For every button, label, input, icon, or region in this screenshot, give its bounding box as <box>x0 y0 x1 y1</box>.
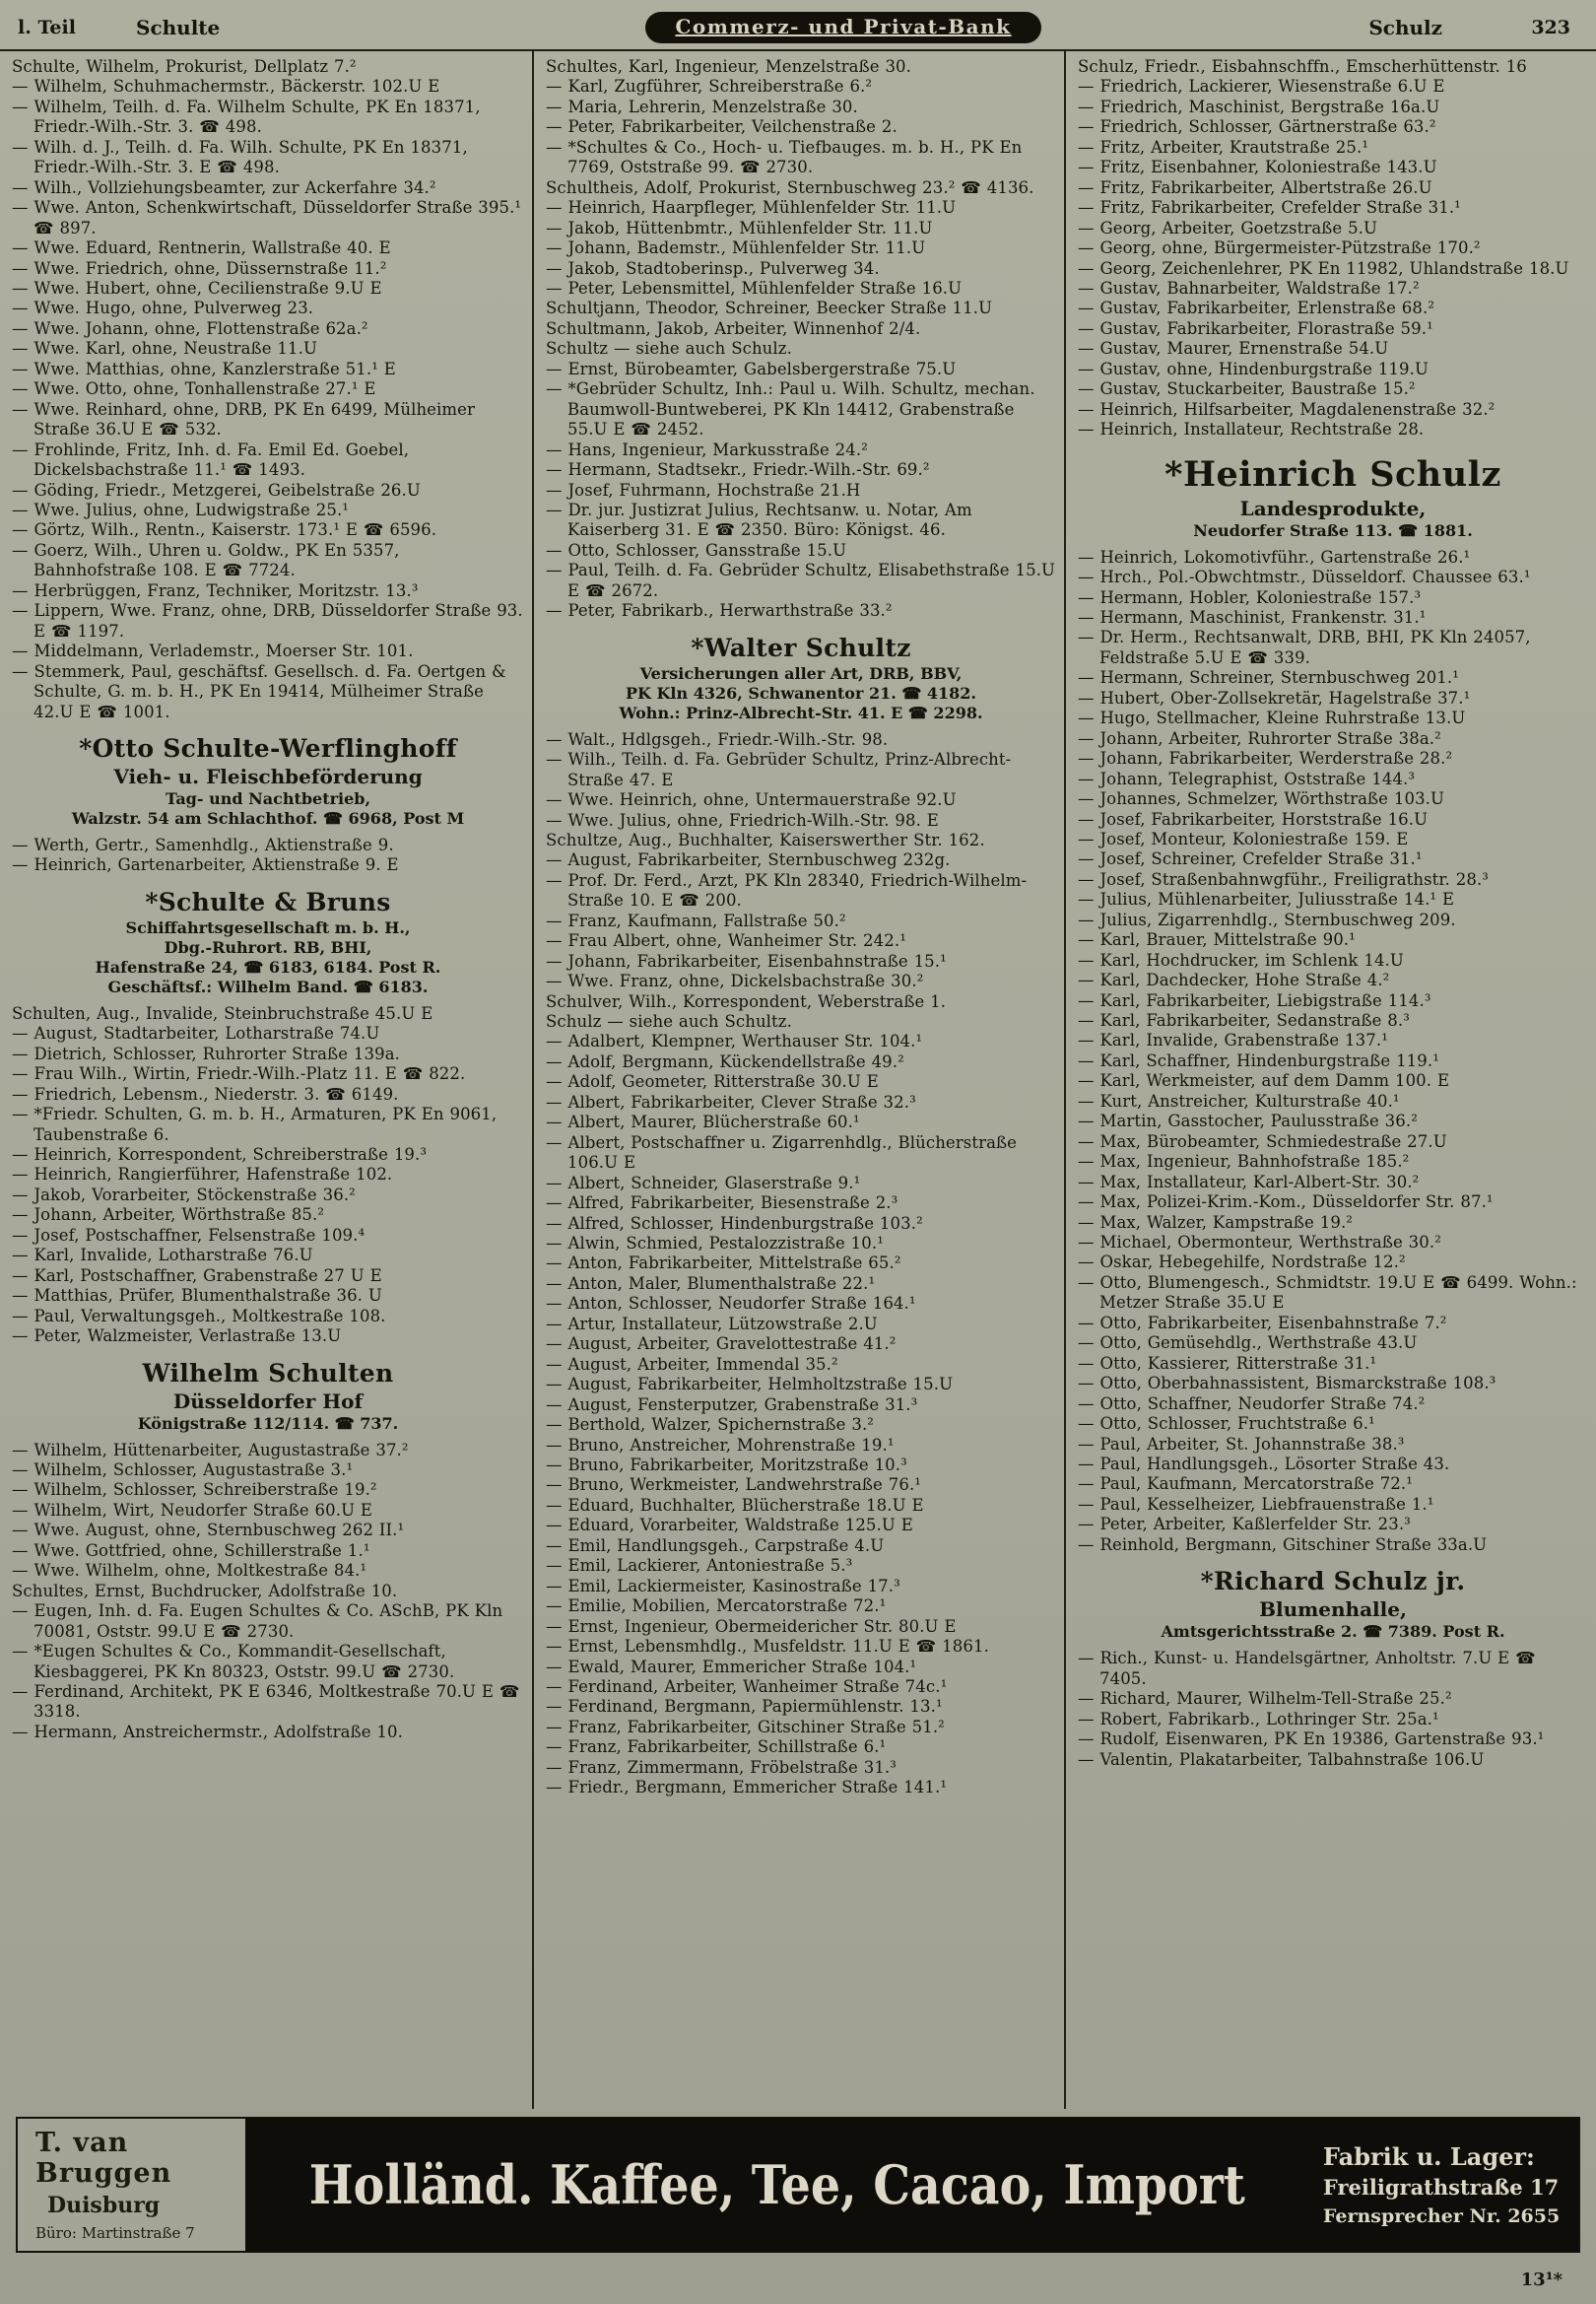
directory-entry: — Middelmann, Verlademstr., Moerser Str. 101. <box>12 642 414 661</box>
bank-ad-banner: Commerz- und Privat-Bank <box>645 12 1040 43</box>
directory-entry: — Heinrich, Installateur, Rechtstraße 28. <box>1078 420 1425 440</box>
directory-entry: — Richard, Maurer, Wilhelm-Tell-Straße 25.² <box>1078 1689 1452 1709</box>
directory-entry: — Franz, Zimmermann, Fröbelstraße 31.³ <box>546 1757 898 1777</box>
directory-entry: — Franz, Kaufmann, Fallstraße 50.² <box>546 911 846 930</box>
directory-entry: — Ferdinand, Bergmann, Papiermühlenstr. 13.¹ <box>546 1697 943 1717</box>
left-running-head: Schulte <box>136 16 221 39</box>
directory-entry: Schulten, Aug., Invalide, Steinbruchstraße 45.U E <box>12 1003 433 1023</box>
directory-entry: — August, Arbeiter, Immendal 35.² <box>546 1354 838 1374</box>
directory-entry: — Albert, Schneider, Glaserstraße 9.¹ <box>546 1173 861 1192</box>
directory-entry: — Ernst, Bürobeamter, Gabelsbergerstraße 75.U <box>546 359 957 378</box>
directory-entry: Schulz — siehe auch Schultz. <box>546 1012 792 1032</box>
directory-heading: Walzstr. 54 am Schlachthof. ☎ 6968, Post M <box>71 808 465 828</box>
directory-entry: — Otto, Kassierer, Ritterstraße 31.¹ <box>1078 1353 1377 1373</box>
directory-entry: — Wwe. Johann, ohne, Flottenstraße 62a.² <box>12 318 368 338</box>
directory-entry: — Georg, Zeichenlehrer, PK En 11982, Uhlandstraße 18.U <box>1078 258 1569 278</box>
directory-entry: — Bruno, Fabrikarbeiter, Moritzstraße 10.³ <box>546 1456 907 1474</box>
directory-entry: — Wwe. August, ohne, Sternbuschweg 262 II.¹ <box>12 1521 405 1540</box>
directory-entry: — Hubert, Ober-Zollsekretär, Hagelstraße 37.¹ <box>1078 688 1471 708</box>
directory-entry: — Wilhelm, Schuhmachermstr., Bäckerstr. 102.U E <box>12 77 440 97</box>
directory-entry: Schulte, Wilhelm, Prokurist, Dellplatz 7.² <box>12 57 357 76</box>
directory-entry: — Heinrich, Korrespondent, Schreiberstraße 19.³ <box>12 1145 428 1165</box>
directory-entry: — Friedrich, Maschinist, Bergstraße 16a.U <box>1078 97 1440 116</box>
directory-entry: — Gustav, Maurer, Ernenstraße 54.U <box>1078 339 1389 359</box>
directory-entry: Schultz — siehe auch Schulz. <box>546 339 792 359</box>
right-running-head: Schulz <box>1368 16 1442 39</box>
column-left <box>0 51 532 2109</box>
directory-entry: — Peter, Fabrikarbeiter, Veilchenstraße 2. <box>546 117 898 137</box>
directory-entry: — Ferdinand, Arbeiter, Wanheimer Straße 74c.¹ <box>546 1676 948 1696</box>
directory-entry: — Otto, Schaffner, Neudorfer Straße 74.² <box>1078 1393 1426 1413</box>
directory-entry: — Josef, Straßenbahnwgführ., Freiligrathstr. 28.³ <box>1078 869 1490 889</box>
directory-entry: — Franz, Fabrikarbeiter, Schillstraße 6.¹ <box>546 1737 887 1757</box>
directory-entry: — Josef, Fabrikarbeiter, Horststraße 16.U <box>1078 809 1429 829</box>
directory-heading: Geschäftsf.: Wilhelm Band. ☎ 6183. <box>107 977 429 996</box>
directory-entry: — Johannes, Schmelzer, Wörthstraße 103.U <box>1078 789 1445 809</box>
directory-entry: — Georg, ohne, Bürgermeister-Pützstraße 170.² <box>1078 238 1481 258</box>
directory-entry: — Wwe. Hugo, ohne, Pulverweg 23. <box>12 299 314 318</box>
directory-entry: — Rudolf, Eisenwaren, PK En 19386, Gartenstraße 93.¹ <box>1078 1729 1545 1749</box>
directory-entry: — Maria, Lehrerin, Menzelstraße 30. <box>546 97 858 116</box>
directory-entry: — Josef, Schreiner, Crefelder Straße 31.¹ <box>1078 849 1423 869</box>
directory-entry: — Paul, Kaufmann, Mercatorstraße 72.¹ <box>1078 1474 1413 1494</box>
directory-entry: — Anton, Fabrikarbeiter, Mittelstraße 65.² <box>546 1254 901 1273</box>
directory-entry: — Karl, Brauer, Mittelstraße 90.¹ <box>1078 930 1356 950</box>
directory-entry: — Jakob, Vorarbeiter, Stöckenstraße 36.² <box>12 1185 356 1204</box>
directory-entry: — Wwe. Friedrich, ohne, Düssernstraße 11.² <box>12 258 387 278</box>
directory-entry: — Wwe. Hubert, ohne, Cecilienstraße 9.U E <box>12 278 382 298</box>
directory-entry: Schultze, Aug., Buchhalter, Kaiserswerther Str. 162. <box>546 830 985 849</box>
directory-entry: — Peter, Lebensmittel, Mühlenfelder Straße 16.U <box>546 278 963 298</box>
directory-entry: — Paul, Kesselheizer, Liebfrauenstraße 1.¹ <box>1078 1494 1434 1514</box>
directory-entry: — Dietrich, Schlosser, Ruhrorter Straße 139a. <box>12 1044 400 1063</box>
directory-heading: *Schulte & Bruns <box>145 887 391 916</box>
directory-entry: — Reinhold, Bergmann, Gitschiner Straße 33a.U <box>1078 1534 1488 1554</box>
directory-entry: — Josef, Postschaffner, Felsenstraße 109.⁴ <box>12 1225 366 1245</box>
directory-entry: — Wwe. Julius, ohne, Ludwigstraße 25.¹ <box>12 500 350 519</box>
directory-entry: — Wilhelm, Wirt, Neudorfer Straße 60.U E <box>12 1500 373 1520</box>
directory-heading: Wilhelm Schulten <box>142 1358 394 1388</box>
directory-entry: — Paul, Handlungsgeh., Lösorter Straße 43. <box>1078 1455 1450 1473</box>
directory-entry: — Friedrich, Lebensm., Niederstr. 3. ☎ 6149. <box>12 1084 399 1104</box>
directory-entry: — Karl, Postschaffner, Grabenstraße 27 U E <box>12 1265 382 1285</box>
directory-entry: — Paul, Teilh. d. Fa. Gebrüder Schultz, Elisabethstraße 15.U E ☎ 2672. <box>546 561 1056 600</box>
directory-entry: — Herbrüggen, Franz, Techniker, Moritzstr. 13.³ <box>12 580 419 600</box>
printer-signature-mark: 13¹* <box>1520 2270 1563 2290</box>
directory-entry: — Hermann, Stadtsekr., Friedr.-Wilh.-Str. 69.² <box>546 460 930 480</box>
directory-entry: — Ferdinand, Architekt, PK E 6346, Moltkestraße 70.U E ☎ 3318. <box>12 1682 520 1722</box>
directory-heading: Neudorfer Straße 113. ☎ 1881. <box>1193 520 1473 540</box>
directory-entry: — Wilh., Vollziehungsbeamter, zur Ackerfahre 34.² <box>12 177 436 197</box>
directory-entry: — Matthias, Prüfer, Blumenthalstraße 36. U <box>12 1286 382 1306</box>
directory-entry: — Wwe. Franz, ohne, Dickelsbachstraße 30.² <box>546 972 924 991</box>
directory-entry: — Karl, Hochdrucker, im Schlenk 14.U <box>1078 950 1404 970</box>
directory-entry: — Jakob, Hüttenbmtr., Mühlenfelder Str. 11.U <box>546 218 933 237</box>
directory-entry: — Gustav, Fabrikarbeiter, Erlenstraße 68.² <box>1078 299 1435 318</box>
directory-heading: Wohn.: Prinz-Albrecht-Str. 41. E ☎ 2298. <box>619 703 983 722</box>
directory-entry: — Ewald, Maurer, Emmericher Straße 104.¹ <box>546 1657 917 1676</box>
directory-entry: — Wwe. Julius, ohne, Friedrich-Wilh.-Str. 98. E <box>546 810 939 830</box>
directory-entry: — Dr. jur. Justizrat Julius, Rechtsanw. u. Notar, Am Kaiserberg 31. E ☎ 2350. Büro: Königst. 46. <box>546 500 972 540</box>
directory-heading: Versicherungen aller Art, DRB, BBV, <box>639 663 963 683</box>
directory-entry: — Adolf, Geometer, Ritterstraße 30.U E <box>546 1072 879 1092</box>
directory-entry: — Eduard, Vorarbeiter, Waldstraße 125.U E <box>546 1516 913 1535</box>
directory-entry: Schultheis, Adolf, Prokurist, Sternbuschweg 23.² ☎ 4136. <box>546 177 1034 197</box>
directory-entry: Schulz, Friedr., Eisbahnschffn., Emscherhüttenstr. 16 <box>1078 57 1527 76</box>
directory-entry: — Wilhelm, Schlosser, Augustastraße 3.¹ <box>12 1460 354 1480</box>
ad-factory-label: Fabrik u. Lager: <box>1322 2142 1535 2171</box>
directory-entry: — *Friedr. Schulten, G. m. b. H., Armaturen, PK En 9061, Taubenstraße 6. <box>12 1105 498 1144</box>
directory-entry: — Paul, Arbeiter, St. Johannstraße 38.³ <box>1078 1434 1405 1454</box>
directory-entry: — Fritz, Eisenbahner, Koloniestraße 143.U <box>1078 158 1437 177</box>
directory-entry: — Stemmerk, Paul, geschäftsf. Gesellsch. d. Fa. Oertgen & Schulte, G. m. b. H., PK En 19414, Mülheimer Straße 42.U E ☎ 1001. <box>12 661 506 721</box>
directory-entry: — Wwe. Wilhelm, ohne, Moltkestraße 84.¹ <box>12 1561 367 1581</box>
directory-entry: — Julius, Mühlenarbeiter, Juliusstraße 14.¹ E <box>1078 890 1455 910</box>
directory-entry: — Ernst, Lebensmhdlg., Musfeldstr. 11.U E ☎ 1861. <box>546 1637 989 1657</box>
directory-entry: — Lippern, Wwe. Franz, ohne, DRB, Düsseldorfer Straße 93. E ☎ 1197. <box>12 601 523 641</box>
directory-entry: Schulver, Wilh., Korrespondent, Weberstraße 1. <box>546 991 947 1011</box>
directory-entry: — Peter, Walzmeister, Verlastraße 13.U <box>12 1326 342 1346</box>
page-number: 323 <box>1531 17 1570 38</box>
directory-entry: — Friedr., Bergmann, Emmericher Straße 141.¹ <box>546 1778 948 1797</box>
directory-entry: — August, Fensterputzer, Grabenstraße 31.³ <box>546 1394 918 1414</box>
directory-entry: — Wilhelm, Schlosser, Schreiberstraße 19.² <box>12 1480 377 1500</box>
directory-entry: — Johann, Telegraphist, Oststraße 144.³ <box>1078 769 1416 788</box>
directory-entry: — Fritz, Fabrikarbeiter, Albertstraße 26.U <box>1078 177 1432 197</box>
directory-entry: — Gustav, Bahnarbeiter, Waldstraße 17.² <box>1078 278 1420 298</box>
directory-entry: — Eugen, Inh. d. Fa. Eugen Schultes & Co. ASchB, PK Kln 70081, Oststr. 99.U E ☎ 2730. <box>12 1601 503 1641</box>
directory-heading: *Heinrich Schulz <box>1164 453 1501 495</box>
directory-entry: — Rich., Kunst- u. Handelsgärtner, Anholtstr. 7.U E ☎ 7405. <box>1078 1649 1536 1688</box>
directory-entry: — Heinrich, Rangierführer, Hafenstraße 102. <box>12 1165 393 1185</box>
ad-factory-address: Freiligrathstraße 17 <box>1322 2175 1560 2200</box>
directory-entry: — Max, Installateur, Karl-Albert-Str. 30.² <box>1078 1172 1420 1191</box>
directory-entry: — Anton, Schlosser, Neudorfer Straße 164.¹ <box>546 1294 916 1314</box>
directory-entry: — August, Fabrikarbeiter, Helmholtzstraße 15.U <box>546 1375 954 1394</box>
directory-entry: — Hermann, Maschinist, Frankenstr. 31.¹ <box>1078 607 1427 627</box>
directory-entry: — Karl, Invalide, Grabenstraße 137.¹ <box>1078 1031 1388 1050</box>
directory-entry: — Otto, Schlosser, Fruchtstraße 6.¹ <box>1078 1414 1375 1434</box>
directory-entry: — Hans, Ingenieur, Markusstraße 24.² <box>546 440 868 459</box>
directory-entry: Schultjann, Theodor, Schreiner, Beecker Straße 11.U <box>546 299 993 318</box>
directory-entry: — Johann, Arbeiter, Ruhrorter Straße 38a.² <box>1078 728 1441 748</box>
page-header <box>0 0 1596 51</box>
directory-entry: — Adalbert, Klempner, Werthauser Str. 104.¹ <box>546 1032 923 1051</box>
directory-entry: — Berthold, Walzer, Spichernstraße 3.² <box>546 1415 875 1435</box>
directory-heading: Düsseldorfer Hof <box>172 1389 364 1413</box>
directory-entry: — Kurt, Anstreicher, Kulturstraße 40.¹ <box>1078 1091 1400 1111</box>
directory-entry: — Hugo, Stellmacher, Kleine Ruhrstraße 13.U <box>1078 709 1466 728</box>
directory-entry: — Eduard, Buchhalter, Blücherstraße 18.U E <box>546 1495 924 1515</box>
banner-wrap <box>382 12 1304 43</box>
directory-entry: — Albert, Maurer, Blücherstraße 60.¹ <box>546 1113 860 1132</box>
directory-heading: Blumenhalle, <box>1259 1597 1407 1622</box>
directory-entry: — Karl, Fabrikarbeiter, Liebigstraße 114.³ <box>1078 990 1431 1010</box>
directory-entry: — Karl, Invalide, Lotharstraße 76.U <box>12 1246 313 1265</box>
directory-entry: — Wwe. Eduard, Rentnerin, Wallstraße 40. E <box>12 238 391 258</box>
directory-entry: — Albert, Postschaffner u. Zigarrenhdlg., Blücherstraße 106.U E <box>546 1132 1017 1173</box>
directory-entry: — Max, Bürobeamter, Schmiedestraße 27.U <box>1078 1131 1447 1151</box>
directory-entry: — Michael, Obermonteur, Werthstraße 30.² <box>1078 1233 1441 1253</box>
directory-entry: — Max, Polizei-Krim.-Kom., Düsseldorfer Str. 87.¹ <box>1078 1192 1494 1212</box>
directory-entry: — Wwe. Anton, Schenkwirtschaft, Düsseldorfer Straße 395.¹ ☎ 897. <box>12 198 522 237</box>
directory-entry: — Josef, Monteur, Koloniestraße 159. E <box>1078 829 1409 848</box>
directory-entry: — Johann, Arbeiter, Wörthstraße 85.² <box>12 1205 325 1225</box>
directory-heading: Vieh- u. Fleischbeförderung <box>113 764 423 788</box>
directory-entry: — Walt., Hdlgsgeh., Friedr.-Wilh.-Str. 98. <box>546 729 889 749</box>
directory-entry: — Werth, Gertr., Samenhdlg., Aktienstraße 9. <box>12 835 394 854</box>
directory-entry: — Julius, Zigarrenhdlg., Sternbuschweg 209. <box>1078 910 1456 929</box>
directory-entry: — Alfred, Schlosser, Hindenburgstraße 103.² <box>546 1213 923 1233</box>
directory-entry: — August, Arbeiter, Gravelottestraße 41.² <box>546 1334 897 1354</box>
directory-entry: — Wilhelm, Teilh. d. Fa. Wilhelm Schulte, PK En 18371, Friedr.-Wilh.-Str. 3. ☎ 498. <box>12 97 481 137</box>
directory-heading: *Otto Schulte-Werflinghoff <box>79 733 457 763</box>
directory-heading: *Walter Schultz <box>691 633 911 662</box>
directory-entry: — Alwin, Schmied, Pestalozzistraße 10.¹ <box>546 1234 884 1254</box>
directory-entry: — Albert, Fabrikarbeiter, Clever Straße 32.³ <box>546 1092 916 1112</box>
directory-entry: — Robert, Fabrikarb., Lothringer Str. 25a.¹ <box>1078 1709 1439 1728</box>
column-right <box>1064 51 1596 2109</box>
directory-entry: — Otto, Oberbahnassistent, Bismarckstraße 108.³ <box>1078 1374 1496 1393</box>
directory-heading: Schiffahrtsgesellschaft m. b. H., <box>125 917 411 937</box>
directory-heading: Königstraße 112/114. ☎ 737. <box>137 1413 399 1433</box>
directory-entry: — Heinrich, Gartenarbeiter, Aktienstraße 9. E <box>12 855 399 875</box>
directory-entry: — Fritz, Arbeiter, Krautstraße 25.¹ <box>1078 137 1369 157</box>
directory-entry: — Peter, Arbeiter, Kaßlerfelder Str. 23.³ <box>1078 1515 1411 1534</box>
directory-entry: — Frau Wilh., Wirtin, Friedr.-Wilh.-Platz 11. E ☎ 822. <box>12 1064 466 1084</box>
directory-entry: — Wwe. Gottfried, ohne, Schillerstraße 1.¹ <box>12 1540 370 1560</box>
directory-entry: — Johann, Fabrikarbeiter, Eisenbahnstraße 15.¹ <box>546 951 947 971</box>
directory-entry: — Bruno, Anstreicher, Mohrenstraße 19.¹ <box>546 1435 895 1455</box>
directory-entry: — Emil, Lackierer, Antoniestraße 5.³ <box>546 1556 853 1576</box>
directory-entry: — Emil, Handlungsgeh., Carpstraße 4.U <box>546 1535 885 1555</box>
directory-entry: — August, Fabrikarbeiter, Sternbuschweg 232g. <box>546 850 951 870</box>
ad-company-name: T. van Bruggen <box>35 2128 172 2189</box>
column-area <box>0 51 1596 2109</box>
directory-heading: Landesprodukte, <box>1239 496 1427 520</box>
directory-entry: — Karl, Werkmeister, auf dem Damm 100. E <box>1078 1071 1450 1091</box>
directory-entry: — Hermann, Hobler, Koloniestraße 157.³ <box>1078 587 1422 607</box>
directory-entry: — Wwe. Heinrich, ohne, Untermauerstraße 92.U <box>546 790 957 810</box>
directory-heading: *Richard Schulz jr. <box>1200 1567 1466 1596</box>
directory-entry: — Emilie, Mobilien, Mercatorstraße 72.¹ <box>546 1596 887 1616</box>
directory-entry: — Wwe. Karl, ohne, Neustraße 11.U <box>12 339 317 359</box>
directory-entry: — Wwe. Matthias, ohne, Kanzlerstraße 51.¹ E <box>12 359 396 378</box>
directory-heading: Amtsgerichtsstraße 2. ☎ 7389. Post R. <box>1161 1622 1505 1642</box>
directory-entry: — Heinrich, Haarpfleger, Mühlenfelder Str. 11.U <box>546 198 957 218</box>
directory-entry: — Peter, Fabrikarb., Herwarthstraße 33.² <box>546 601 893 621</box>
directory-entry: — *Gebrüder Schultz, Inh.: Paul u. Wilh. Schultz, mechan. Baumwoll-Buntweberei, PK Kln 14412, Grabenstraße 55.U E ☎ 2452. <box>546 379 1035 440</box>
directory-entry: — Max, Ingenieur, Bahnhofstraße 185.² <box>1078 1152 1410 1172</box>
directory-entry: — Paul, Verwaltungsgeh., Moltkestraße 108. <box>12 1306 386 1325</box>
directory-entry: — Johann, Bademstr., Mühlenfelder Str. 11.U <box>546 238 926 258</box>
directory-entry: — Karl, Dachdecker, Hohe Straße 4.² <box>1078 971 1390 990</box>
ad-phone: Fernsprecher Nr. 2655 <box>1322 2205 1561 2227</box>
directory-entry: — Görtz, Wilh., Rentn., Kaiserstr. 173.¹ E ☎ 6596. <box>12 520 437 540</box>
directory-entry: — Heinrich, Lokomotivführ., Gartenstraße 26.¹ <box>1078 547 1471 567</box>
directory-entry: — Karl, Schaffner, Hindenburgstraße 119.¹ <box>1078 1050 1439 1070</box>
part-label: l. Teil <box>18 17 76 38</box>
ad-company-city: Duisburg <box>47 2193 161 2218</box>
directory-heading: Hafenstraße 24, ☎ 6183, 6184. Post R. <box>95 957 441 977</box>
directory-entry: — Alfred, Fabrikarbeiter, Biesenstraße 2.³ <box>546 1193 898 1213</box>
directory-entry: — Franz, Fabrikarbeiter, Gitschiner Straße 51.² <box>546 1717 945 1736</box>
directory-entry: — Wwe. Reinhard, ohne, DRB, PK En 6499, Mülheimer Straße 36.U E ☎ 532. <box>12 399 476 440</box>
directory-entry: — Bruno, Werkmeister, Landwehrstraße 76.¹ <box>546 1475 922 1495</box>
ad-contact-block <box>1309 2119 1578 2251</box>
directory-entry: — Valentin, Plakatarbeiter, Talbahnstraße 106.U <box>1078 1749 1485 1769</box>
directory-entry: — Dr. Herm., Rechtsanwalt, DRB, BHI, PK Kln 24057, Feldstraße 5.U E ☎ 339. <box>1078 628 1531 667</box>
directory-entry: — Hrch., Pol.-Obwchtmstr., Düsseldorf. Chaussee 63.¹ <box>1078 568 1531 587</box>
directory-entry: Schultes, Karl, Ingenieur, Menzelstraße 30. <box>546 57 911 76</box>
directory-entry: — Wilh. d. J., Teilh. d. Fa. Wilh. Schulte, PK En 18371, Friedr.-Wilh.-Str. 3. E ☎ 498. <box>12 137 468 177</box>
directory-entry: — Friedrich, Lackierer, Wiesenstraße 6.U E <box>1078 77 1445 97</box>
directory-entry: — Wwe. Otto, ohne, Tonhallenstraße 27.¹ E <box>12 379 376 399</box>
directory-entry: — Gustav, ohne, Hindenburgstraße 119.U <box>1078 359 1429 378</box>
directory-entry: — Oskar, Hebegehilfe, Nordstraße 12.² <box>1078 1253 1406 1272</box>
directory-entry: — Artur, Installateur, Lützowstraße 2.U <box>546 1314 878 1333</box>
directory-entry: — Fritz, Fabrikarbeiter, Crefelder Straße 31.¹ <box>1078 198 1461 218</box>
directory-entry: — Georg, Arbeiter, Goetzstraße 5.U <box>1078 218 1378 237</box>
directory-entry: — Emil, Lackiermeister, Kasinostraße 17.³ <box>546 1576 900 1595</box>
directory-entry: — *Schultes & Co., Hoch- u. Tiefbauges. m. b. H., PK En 7769, Oststraße 99. ☎ 2730. <box>546 137 1023 177</box>
directory-entry: — Martin, Gasstocher, Paulusstraße 36.² <box>1078 1112 1418 1131</box>
directory-entry: — Frohlinde, Fritz, Inh. d. Fa. Emil Ed. Goebel, Dickelsbachstraße 11.¹ ☎ 1493. <box>12 440 410 480</box>
directory-entry: — Otto, Blumengesch., Schmidtstr. 19.U E ☎ 6499. Wohn.: Metzer Straße 35.U E <box>1078 1272 1577 1313</box>
directory-entry: — *Eugen Schultes & Co., Kommandit-Gesellschaft, Kiesbaggerei, PK Kn 80323, Oststr. 99.U ☎ 2730. <box>12 1642 455 1681</box>
directory-entry: Schultmann, Jakob, Arbeiter, Winnenhof 2/4. <box>546 318 921 338</box>
directory-entry: — Hermann, Schreiner, Sternbuschweg 201.¹ <box>1078 668 1459 688</box>
directory-entry: — Gustav, Fabrikarbeiter, Florastraße 59.¹ <box>1078 318 1433 338</box>
directory-entry: — Johann, Fabrikarbeiter, Werderstraße 28.² <box>1078 749 1453 769</box>
directory-entry: — Heinrich, Hilfsarbeiter, Magdalenenstraße 32.² <box>1078 399 1496 419</box>
directory-entry: — Josef, Fuhrmann, Hochstraße 21.H <box>546 480 861 500</box>
directory-heading: PK Kln 4326, Schwanentor 21. ☎ 4182. <box>626 683 976 703</box>
directory-entry: — Gustav, Stuckarbeiter, Baustraße 15.² <box>1078 379 1416 399</box>
directory-entry: — Wilh., Teilh. d. Fa. Gebrüder Schultz, Prinz-Albrecht-Straße 47. E <box>546 750 1012 789</box>
directory-entry: — Göding, Friedr., Metzgerei, Geibelstraße 26.U <box>12 480 421 500</box>
directory-entry: — Friedrich, Schlosser, Gärtnerstraße 63.² <box>1078 117 1436 137</box>
directory-entry: — Hermann, Anstreichermstr., Adolfstraße 10. <box>12 1722 403 1741</box>
directory-entry: — August, Stadtarbeiter, Lotharstraße 74.U <box>12 1024 380 1044</box>
directory-entry: — Karl, Fabrikarbeiter, Sedanstraße 8.³ <box>1078 1011 1410 1031</box>
bottom-advertisement <box>16 2117 1580 2253</box>
ad-main-text: Holländ. Kaffee, Tee, Cacao, Import <box>245 2119 1309 2251</box>
directory-entry: — Adolf, Bergmann, Kückendellstraße 49.² <box>546 1051 904 1071</box>
directory-entry: — Anton, Maler, Blumenthalstraße 22.¹ <box>546 1273 876 1293</box>
ad-company-office: Büro: Martinstraße 7 <box>35 2224 195 2242</box>
directory-entry: — Otto, Fabrikarbeiter, Eisenbahnstraße 7.² <box>1078 1313 1447 1332</box>
directory-entry: — Otto, Schlosser, Gansstraße 15.U <box>546 540 847 560</box>
directory-entry: — Max, Walzer, Kampstraße 19.² <box>1078 1212 1354 1232</box>
directory-entry: — Frau Albert, ohne, Wanheimer Str. 242.¹ <box>546 931 906 951</box>
directory-entry: — Otto, Gemüsehdlg., Werthstraße 43.U <box>1078 1333 1418 1353</box>
directory-entry: — Goerz, Wilh., Uhren u. Goldw., PK En 5357, Bahnhofstraße 108. E ☎ 7724. <box>12 540 400 580</box>
directory-entry: — Ernst, Ingenieur, Obermeidericher Str. 80.U E <box>546 1616 957 1636</box>
directory-entry: — Karl, Zugführer, Schreiberstraße 6.² <box>546 77 873 97</box>
column-middle <box>532 51 1064 2109</box>
directory-heading: Tag- und Nachtbetrieb, <box>165 788 371 808</box>
directory-entry: — Wilhelm, Hüttenarbeiter, Augustastraße 37.² <box>12 1440 409 1459</box>
directory-entry: Schultes, Ernst, Buchdrucker, Adolfstraße 10. <box>12 1581 398 1600</box>
ad-company-block <box>18 2119 245 2251</box>
directory-entry: — Jakob, Stadtoberinsp., Pulverweg 34. <box>546 258 880 278</box>
directory-entry: — Prof. Dr. Ferd., Arzt, PK Kln 28340, Friedrich-Wilhelm-Straße 10. E ☎ 200. <box>546 870 1028 911</box>
directory-heading: Dbg.-Ruhrort. RB, BHI, <box>164 937 372 957</box>
